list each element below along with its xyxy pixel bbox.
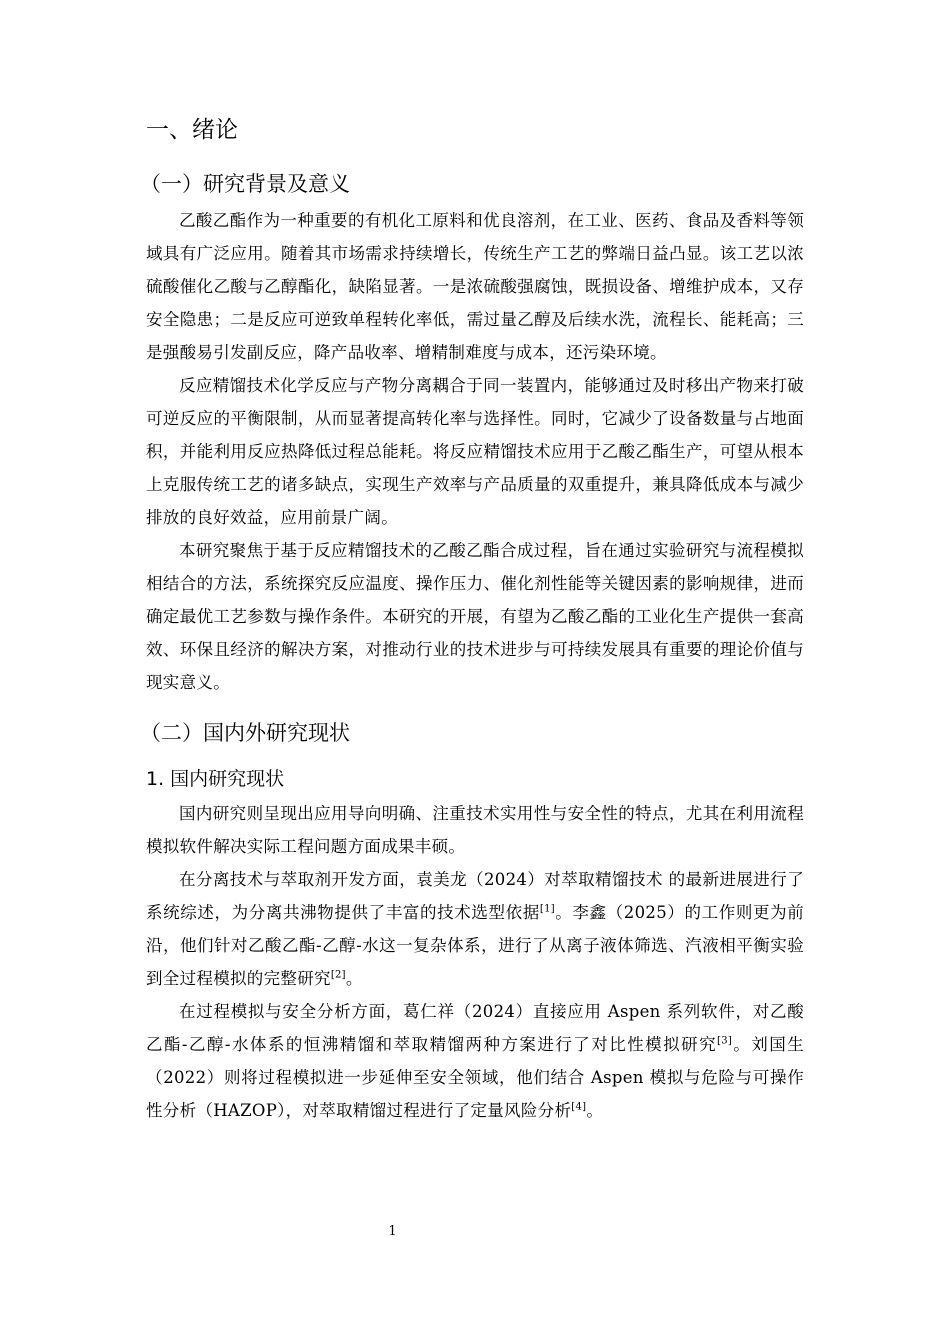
citation-ref: [4]: [571, 1101, 587, 1113]
text-run: 。李鑫（2025）的工作则更为前沿，他们针对乙酸乙酯-乙醇-水这一复杂体系，进行了从离子液体筛选、汽液相平衡实验到全过程模拟的完整研究: [146, 903, 804, 988]
page-content: [140, 108, 804, 1127]
text-run: 在分离技术与萃取剂开发方面，袁美龙（2024）对萃取精馏技术 的最新进展进行了系统综述，为分离共沸物提供了丰富的技术选型依据: [146, 870, 804, 922]
section-title-research-status: （二）国内外研究现状: [140, 721, 350, 745]
section-title-background: （一）研究背景及意义: [140, 172, 350, 196]
subsection-title-domestic: 1. 国内研究现状: [146, 768, 285, 790]
paragraph-background-3: 本研究聚焦于基于反应精馏技术的乙酸乙酯合成过程，旨在通过实验研究与流程模拟相结合的方法，系统探究反应温度、操作压力、催化剂性能等关键因素的影响规律，进而确定最优工艺参数与操作条件。本研究的开展，有望为乙酸乙酯的工业化生产提供一套高效、环保且经济的解决方案，对推动行业的技术进步与可持续发展具有重要的理论价值与现实意义。: [146, 541, 804, 692]
page-number: 1: [388, 1224, 397, 1239]
citation-ref: [2]: [330, 969, 346, 981]
paragraph-domestic-2: [146, 863, 804, 995]
text-run: 。刘国生（2022）则将过程模拟进一步延伸至安全领域，他们结合 Aspen 模拟与危险与可操作性分析（HAZOP），对萃取精馏过程进行了定量风险分析: [146, 1035, 804, 1120]
paragraph-background-2: 反应精馏技术化学反应与产物分离耦合于同一装置内，能够通过及时移出产物来打破可逆反应的平衡限制，从而显著提高转化率与选择性。同时，它减少了设备数量与占地面积，并能利用反应热降低过程总能耗。将反应精馏技术应用于乙酸乙酯生产，可望从根本上克服传统工艺的诸多缺点，实现生产效率与产品质量的双重提升，兼具降低成本与减少排放的良好效益，应用前景广阔。: [146, 376, 804, 527]
text-run: 。: [586, 1101, 604, 1120]
paragraph-background-1: 乙酸乙酯作为一种重要的有机化工原料和优良溶剂，在工业、医药、食品及香料等领域具有广泛应用。随着其市场需求持续增长，传统生产工艺的弊端日益凸显。该工艺以浓硫酸催化乙酸与乙醇酯化，缺陷显著。一是浓硫酸强腐蚀，既损设备、增维护成本，又存安全隐患；二是反应可逆致单程转化率低，需过量乙醇及后续水洗，流程长、能耗高；三是强酸易引发副反应，降产品收率、增精制难度与成本，还污染环境。: [146, 211, 804, 362]
paragraph-domestic-3: [146, 995, 804, 1127]
paragraph-domestic-1: 国内研究则呈现出应用导向明确、注重技术实用性与安全性的特点，尤其在利用流程模拟软件解决实际工程问题方面成果丰硕。: [146, 804, 804, 856]
citation-ref: [1]: [539, 903, 555, 915]
chapter-title: 一、绪论: [146, 117, 238, 143]
text-run: 在过程模拟与安全分析方面，葛仁祥（2024）直接应用 Aspen 系列软件，对乙酸乙酯-乙醇-水体系的恒沸精馏和萃取精馏两种方案进行了对比性模拟研究: [146, 1002, 804, 1054]
citation-ref: [3]: [717, 1035, 733, 1047]
text-run: 。: [345, 969, 363, 988]
